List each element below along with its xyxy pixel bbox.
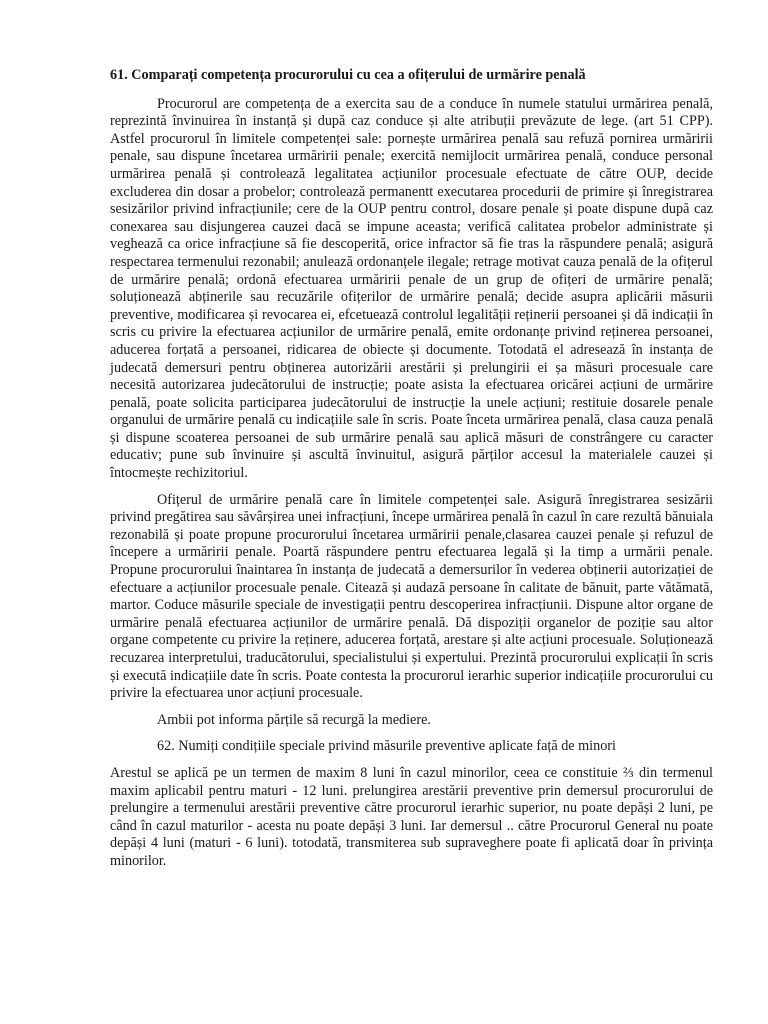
minors-preventive-measures-paragraph: Arestul se aplică pe un termen de maxim 8 luni în cazul minorilor, ceea ce constituie ⅔ din termenul maxim aplicabil pentru maturi - 12 luni. prelungirea arestării preventive prin demersul procurorului de prelungire a termenului arestării preventive către procurorul ierarhic superior, nu poate depăși 2 luni, pe când în cazul maturilor - acesta nu poate depăși 3 luni. Iar demersul .. către Procurorul General nu poate depăși 4 luni (maturi - 6 luni). totodată, transmiterea sub supraveghere poate fi aplicată doar în privința minorilor. — [110, 764, 713, 869]
investigation-officer-competence-paragraph: Ofițerul de urmărire penală care în limitele competenței sale. Asigură înregistrarea sesizării privind pregătirea sau săvârșirea unei infracțiuni, începe urmărirea penală în cazul în care rezultă bănuiala rezonabilă și poate propune procurorului încetarea urmăririi penale,clasarea cauzei penale și refuzul de începere a urmăririi penale. Poartă răspundere pentru efectuarea legală și la timp a urmării penale. Propune procurorului înaintarea în instanța de judecată a demersurilor în vederea obținerii autorizației de efectuare a acțiunilor procesuale penale. Citează și audază persoane în calitate de bănuit, parte vătămată, martor. Coduce măsurile speciale de investigații pentru descoperirea infracțiunii. Dispune altor organe de urmărire penală efectuarea acțiunilor de urmărire penală. Dă dispoziții organelor de poziție sau altor organe competente cu privire la reținere, aducerea forțată, arestare și alte acțiuni procesuale. Soluționează recuzarea interpretului, traducătorului, specialistului și expertului. Prezintă procurorului explicații în scris și execută indicațiile date în scris. Poate contesta la procurorul ierarhic superior indicațiile procurorului cu privire la efectuarea unor acțiuni procesuale. — [110, 491, 713, 702]
question-62-heading: 62. Numiți condițiile speciale privind măsurile preventive aplicate față de minori — [157, 738, 616, 755]
question-61-heading: 61. Comparați competența procurorului cu cea a ofițerului de urmărire penală — [110, 67, 586, 83]
prosecutor-competence-paragraph: Procurorul are competența de a exercita sau de a conduce în numele statului urmărirea penală, reprezintă învinuirea în instanță și după caz conduce și alte atribuții prevăzute de lege. (art 51 CPP). Astfel procurorul în limitele competenței sale: pornește urmărirea penală sau refuză pornirea urmăririi penale, sau dispune încetarea urmăririi penale; exercită nemijlocit urmărirea penală, conduce personal urmărirea penală și controlează legalitatea acțiunilor procesuale efectuate de către OUP, decide excluderea din dosar a probelor; controlează permanentt executarea procedurii de primire și înregistrarea sesizărilor privind infracțiunile; cere de la OUP pentru control, dosare penale și poate dispune după caz conexarea sau disjungerea cauzei dacă se impune aceasta; verifică calitatea probelor administrate și veghează ca orice infracțiune să fie descoperită, orice infractor să fie tras la răspundere penală; asigură respectarea termenului rezonabil; anulează ordonanțele ilegale; retrage motivat cauza penală de la ofițerul de urmărire penală; ordonă efectuarea urmăririi penale de un grup de ofițeri de urmărire penală; soluționează abținerile sau recuzările ofițerilor de urmărire penală; decide asupra aplicării măsurii preventive, modificarea și revocarea ei, efcetuează controlul legalității reținerii persoanei și dă indicații în scris cu privire la efectuarea acțiunilor de urmărire penală, emite ordonanțe privind reținerea persoanei, aducerea forțată a persoanei, ridicarea de obiecte și documente. Totodată el adresează în instanța de judecată demersuri pentru obținerea autorizării arestării și prelungirii ei șa măsuri procesuale care necesită autorizarea judecătorului de instrucție; poate asista la efectuarea oricărei acțiuni de urmărire penală, poate solicita participarea judecătorului de instrucție la unele acțiuni; restituie dosarele penale organului de urmărire penală cu indicațiile sale în scris. Poate înceta urmărirea penală, clasa cauza penală și dispune scoaterea persoanei de sub urmărire penală sau aplică măsuri de constrângere cu caracter educativ; pune sub învinuire și ascultă învinuitul, asigură părților accesul la materialele cauzei și întocmește rechizitoriul. — [110, 95, 713, 482]
document-page — [110, 67, 713, 880]
mediation-note: Ambii pot informa părțile să recurgă la mediere. — [157, 711, 431, 728]
